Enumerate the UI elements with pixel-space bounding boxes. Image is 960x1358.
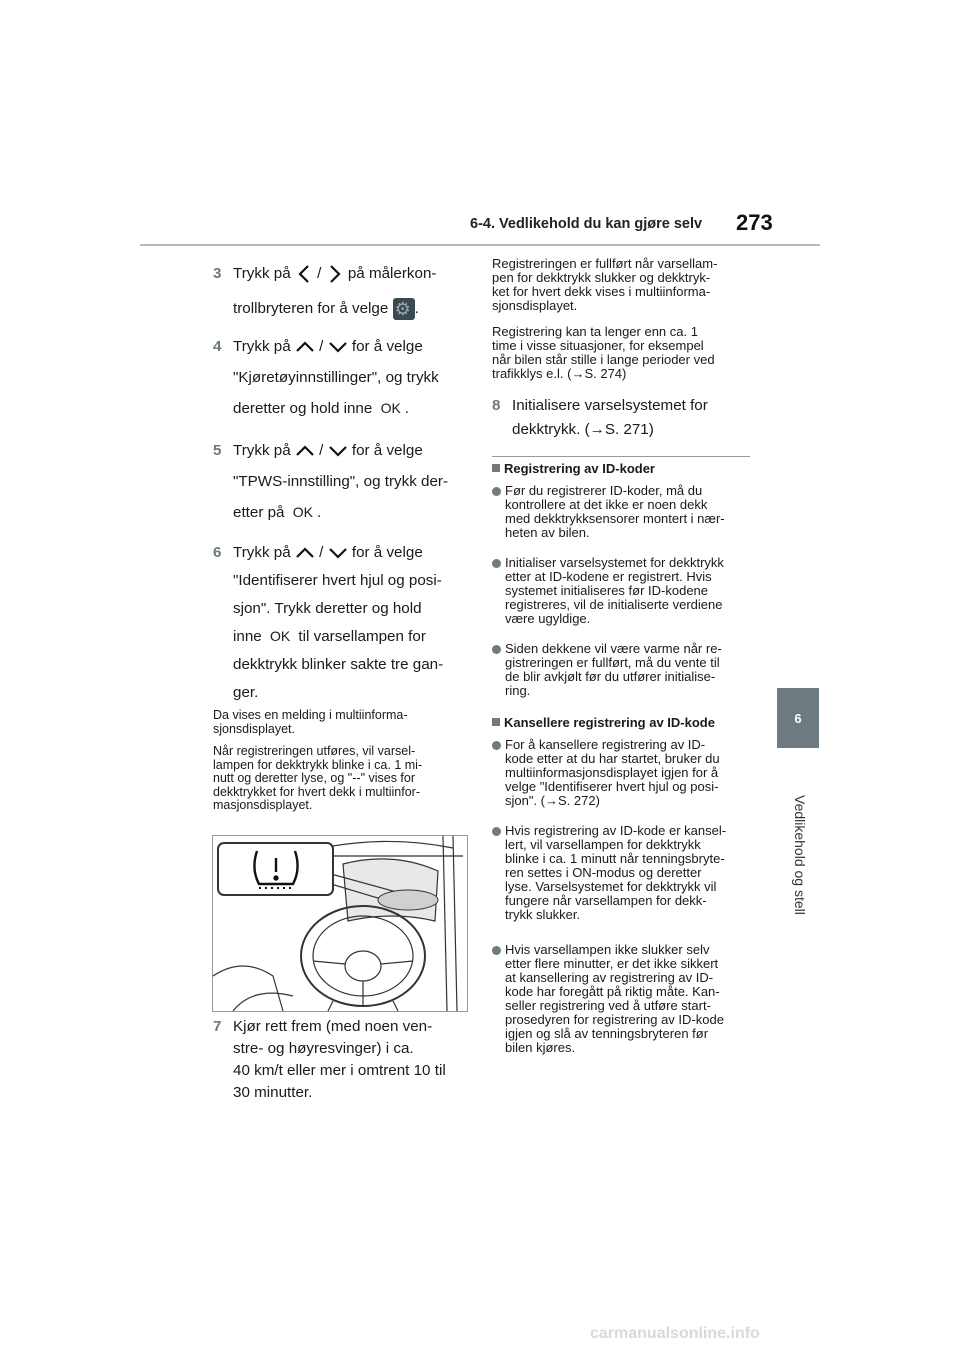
bullet-line: Siden dekkene vil være varme når re- — [505, 641, 722, 656]
step-text: deretter og hold inne — [233, 400, 373, 417]
step-text: trollbryteren for å velge — [233, 300, 389, 317]
step-text: på målerkon- — [347, 265, 437, 282]
bullet-line: multiinformasjonsdisplayet igjen for å — [505, 765, 719, 780]
paragraph-registration-duration — [492, 325, 750, 381]
bullet-line: kode har foregått på riktig måte. Kan- — [505, 984, 720, 999]
step-text: for å velge — [351, 442, 423, 459]
step-6 — [213, 537, 471, 707]
step-text: / — [319, 442, 324, 459]
heading-registering-id-codes — [492, 461, 750, 476]
bullet-line: de blir avkjølt før du utfører initialise- — [505, 669, 716, 684]
ok-button-icon: OK — [380, 400, 401, 417]
step-text: inne — [233, 628, 262, 645]
step-3 — [213, 258, 471, 322]
step-8 — [492, 394, 750, 444]
heading-text: Kansellere registrering av ID-kode — [504, 715, 715, 730]
step-text: dekktrykk. (→S. 271) — [512, 421, 654, 438]
step-text: Trykk på — [233, 544, 291, 561]
square-bullet-icon — [492, 464, 500, 472]
bullet-line: Før du registrerer ID-koder, må du — [505, 483, 703, 498]
step-text: . — [414, 300, 419, 317]
bullet-item — [492, 824, 750, 924]
step-text: dekktrykk blinker sakte tre gan- — [233, 656, 444, 673]
page-number: 273 — [736, 210, 773, 235]
heading-text: Registrering av ID-koder — [504, 461, 655, 476]
step-text: "TPWS-innstilling", og trykk der- — [233, 473, 449, 490]
bullet-line: igjen og slå av tenningsbryteren før — [505, 1026, 709, 1041]
para-line: når bilen står stille i lange perioder ved — [492, 352, 715, 367]
bullet-line: at kansellering av registrering av ID- — [505, 970, 714, 985]
bullet-line: sjon". (→S. 272) — [505, 793, 600, 808]
bullet-line: trykk slukker. — [505, 907, 581, 922]
para-line: trafikklys e.l. (→S. 274) — [492, 366, 627, 381]
chapter-tab[interactable] — [777, 688, 819, 748]
note-message — [213, 709, 471, 736]
paragraph-registration-complete — [492, 257, 750, 313]
bullet-line: velge "Identifiserer hvert hjul og posi- — [505, 779, 719, 794]
step-text: Kjør rett frem (med noen ven- — [233, 1018, 433, 1035]
bullet-line: seller registrering ved å utføre start- — [505, 998, 711, 1013]
step-number: 6 — [213, 544, 222, 561]
step-text: stre- og høyresvinger) i ca. — [233, 1040, 414, 1057]
section-divider — [492, 456, 750, 457]
bullet-line: kontrollere at det ikke er noen dekk — [505, 497, 708, 512]
step-text: "Identifiserer hvert hjul og posi- — [233, 572, 442, 589]
bullet-line: registreres, vil de initialiserte verdiene — [505, 597, 723, 612]
step-text: for å velge — [351, 338, 423, 355]
bullet-line: bilen kjøres. — [505, 1040, 576, 1055]
step-text: . — [316, 504, 322, 521]
bullet-line: ren settes i ON-modus og deretter — [505, 865, 702, 880]
step-text: 30 minutter. — [233, 1084, 313, 1101]
chapter-number: 6 — [794, 710, 802, 726]
step-text: / — [317, 265, 322, 282]
step-text: "Kjøretøyinnstillinger", og trykk — [233, 369, 439, 386]
dashboard-illustration — [212, 835, 468, 1012]
bullet-line: Hvis registrering av ID-kode er kansel- — [505, 823, 727, 838]
bullet-item — [492, 943, 750, 1058]
step-text: ger. — [233, 684, 259, 701]
step-text: / — [319, 544, 324, 561]
bullet-dot-icon — [492, 559, 501, 568]
bullet-line: lert, vil varsellampen for dekktrykk — [505, 837, 701, 852]
ok-button-icon: OK — [292, 504, 313, 521]
chapter-label: Vedlikehold og stell — [792, 795, 808, 915]
step-text: 40 km/t eller mer i omtrent 10 til — [233, 1062, 446, 1079]
bullet-line: gistreringen er fullført, må du vente til — [505, 655, 720, 670]
step-text: . — [404, 400, 410, 417]
step-text: etter på — [233, 504, 285, 521]
bullet-line: lyse. Varselsystemet for dekktrykk vil — [505, 879, 717, 894]
bullet-line: ring. — [505, 683, 531, 698]
para-line: ket for hvert dekk vises i multiinforma- — [492, 284, 711, 299]
step-4 — [213, 331, 471, 426]
bullet-line: heten av bilen. — [505, 525, 590, 540]
step-text: sjon". Trykk deretter og hold — [233, 600, 422, 617]
step-number: 4 — [213, 338, 222, 355]
para-line: sjonsdisplayet. — [492, 298, 578, 313]
bullet-item — [492, 642, 750, 702]
note-line: Da vises en melding i multiinforma- — [213, 708, 408, 722]
step-text: Trykk på — [233, 338, 291, 355]
bullet-line: kode etter at du har startet, bruker du — [505, 751, 720, 766]
heading-cancel-registration — [492, 715, 750, 730]
note-line: lampen for dekktrykk blinke i ca. 1 mi- — [213, 757, 423, 772]
chevron-right-icon — [326, 264, 344, 284]
chevron-down-icon — [328, 444, 348, 458]
chevron-up-icon — [295, 546, 315, 560]
bullet-line: Hvis varsellampen ikke slukker selv — [505, 942, 710, 957]
step-5 — [213, 435, 471, 530]
step-text: til varsellampen for — [298, 628, 426, 645]
bullet-item — [492, 738, 750, 812]
step-7 — [213, 1016, 471, 1136]
bullet-dot-icon — [492, 487, 501, 496]
note-registration — [213, 745, 471, 813]
bullet-line: systemet initialiseres før ID-kodene — [505, 583, 709, 598]
chevron-down-icon — [328, 340, 348, 354]
bullet-line: fungere når varsellampen for dekk- — [505, 893, 707, 908]
note-line: masjonsdisplayet. — [213, 798, 313, 813]
bullet-line: prosedyren for registrering av ID-kode — [505, 1012, 724, 1027]
dashboard-drawing — [213, 836, 467, 1011]
settings-gear-icon — [393, 298, 415, 320]
chevron-up-icon — [295, 444, 315, 458]
ok-button-icon: OK — [269, 628, 291, 645]
header-divider — [140, 244, 820, 246]
chevron-down-icon — [328, 546, 348, 560]
note-line: Når registreringen utføres, vil varsel- — [213, 744, 416, 758]
chevron-up-icon — [295, 340, 315, 354]
bullet-line: etter at ID-kodene er registrert. Hvis — [505, 569, 712, 584]
step-text: Initialisere varselsystemet for — [512, 397, 708, 414]
step-text: for å velge — [351, 544, 423, 561]
bullet-line: For å kansellere registrering av ID- — [505, 737, 706, 752]
para-line: time i visse situasjoner, for eksempel — [492, 338, 704, 353]
bullet-dot-icon — [492, 741, 501, 750]
note-line: dekktrykket for hvert dekk i multiinfor- — [213, 784, 421, 799]
bullet-dot-icon — [492, 645, 501, 654]
bullet-line: Initialiser varselsystemet for dekktrykk — [505, 555, 724, 570]
chevron-left-icon — [295, 264, 313, 284]
bullet-dot-icon — [492, 946, 501, 955]
step-number: 3 — [213, 265, 222, 282]
para-line: pen for dekktrykk slukker og dekktryk- — [492, 270, 711, 285]
para-line: Registrering kan ta lenger enn ca. 1 — [492, 324, 698, 339]
step-number: 7 — [213, 1018, 222, 1035]
step-number: 5 — [213, 442, 222, 459]
step-number: 8 — [492, 397, 501, 414]
square-bullet-icon — [492, 718, 500, 726]
step-text: Trykk på — [233, 265, 291, 282]
bullet-line: med dekktrykksensorer montert i nær- — [505, 511, 725, 526]
bullet-line: blinke i ca. 1 minutt når tenningsbryte- — [505, 851, 725, 866]
step-text: / — [319, 338, 324, 355]
section-title: 6-4. Vedlikehold du kan gjøre selv — [470, 216, 703, 232]
bullet-line: være ugyldige. — [505, 611, 591, 626]
bullet-line: etter flere minutter, er det ikke sikkert — [505, 956, 719, 971]
para-line: Registreringen er fullført når varsellam- — [492, 256, 718, 271]
bullet-dot-icon — [492, 827, 501, 836]
step-text: Trykk på — [233, 442, 291, 459]
note-line: nutt og deretter lyse, og "--" vises for — [213, 771, 416, 786]
bullet-item — [492, 556, 750, 630]
watermark: carmanualsonline.info — [590, 1325, 760, 1342]
bullet-item — [492, 484, 750, 544]
note-line: sjonsdisplayet. — [213, 721, 295, 736]
